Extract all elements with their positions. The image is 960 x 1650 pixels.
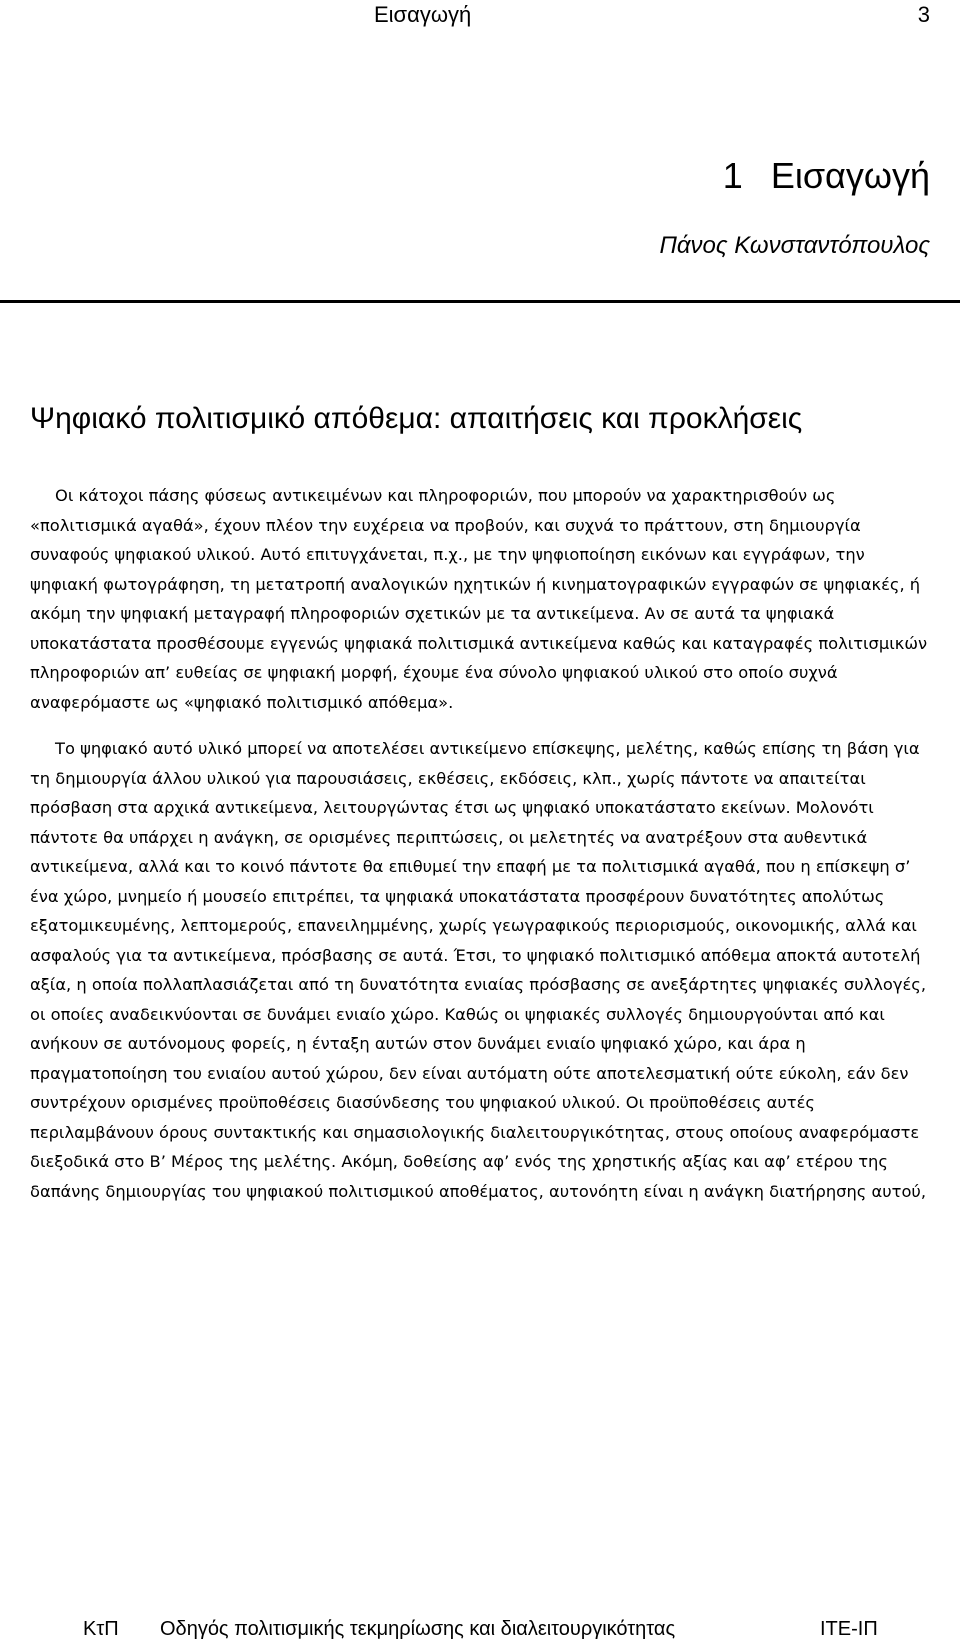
page-footer xyxy=(0,1618,960,1648)
chapter-number: 1 xyxy=(722,155,743,196)
paragraph: Το ψηφιακό αυτό υλικό μπορεί να αποτελέσει αντικείμενο επίσκεψης, μελέτης, καθώς επίσης τη βάση για τη δημιουργία άλλου υλικού για παρουσιάσεις, εκθέσεις, εκδόσεις, κλπ., χωρίς πάντοτε να απαιτείται πρόσβαση στα αρχικά αντικείμενα, λειτουργώντας έτσι ως ψηφιακό υποκατάστατο εκείνων. Μολονότι πάντοτε θα υπάρχει η ανάγκη, σε ορισμένες περιπτώσεις, οι μελετητές να ανατρέξουν στα αυθεντικά αντικείμενα, αλλά και το κοινό πάντοτε θα επιθυμεί την επαφή με τα πολιτισμικά αγαθά, που η επίσκεψη σ’ ένα χώρο, μνημείο ή μουσείο επιτρέπει, τα ψηφιακά υποκατάστατα προσφέρουν δυνατότητες απολύτως εξατομικευμένης, λεπτομερούς, επανειλημμένης, χωρίς γεωγραφικούς περιορισμούς, οικονομικής, αλλά και ασφαλούς για τα αντικείμενα, πρόσβασης σε αυτά. Έτσι, το ψηφιακό πολιτισμικό απόθεμα αποκτά αυτοτελή αξία, η οποία πολλαπλασιάζεται από τη δυνατότητα ενιαίας πρόσβασης σε ανεξάρτητες ψηφιακές συλλογές, οι οποίες αναδεικνύονται σε δυνάμει ενιαίο χώρο. Καθώς οι ψηφιακές συλλογές δημιουργούνται από και ανήκουν σε αυτόνομους φορείς, η ένταξη αυτών στον δυνάμει ενιαίο ψηφιακό χώρο, και άρα η πραγματοποίηση του ενιαίου αυτού χώρου, δεν είναι αυτόματη ούτε αποτελεσματική ούτε εύκολη, εάν δεν συντρέχουν ορισμένες προϋποθέσεις διασύνδεσης του ψηφιακού υλικού. Οι προϋποθέσεις αυτές περιλαμβάνουν όρους συντακτικής και σημασιολογικής διαλειτουργικότητας, στους οποίους αναφερόμαστε διεξοδικά στο Β’ Μέρος της μελέτης. Ακόμη, δοθείσης αφ’ ενός της χρηστικής αξίας και αφ’ ετέρου της δαπάνης δημιουργίας του ψηφιακού πολιτισμικού αποθέματος, αυτονόητη είναι η ανάγκη διατήρησης αυτού, xyxy=(30,739,927,1201)
page-header xyxy=(0,2,960,32)
horizontal-rule xyxy=(0,300,960,303)
footer-right: ΙΤΕ-ΙΠ xyxy=(820,1618,878,1640)
footer-left: ΚτΠ xyxy=(83,1618,119,1640)
footer-center: Οδηγός πολιτισμικής τεκμηρίωσης και διαλειτουργικότητας xyxy=(160,1618,676,1640)
chapter-title: Εισαγωγή xyxy=(770,155,930,196)
body-text xyxy=(30,481,930,1206)
section-title: Ψηφιακό πολιτισμικό απόθεμα: απαιτήσεις και προκλήσεις xyxy=(30,402,803,435)
page-number: 3 xyxy=(917,2,930,27)
running-title: Εισαγωγή xyxy=(374,2,472,27)
chapter-heading xyxy=(723,155,930,197)
chapter-author: Πάνος Κωνσταντόπουλος xyxy=(659,232,930,259)
paragraph: Οι κάτοχοι πάσης φύσεως αντικειμένων και πληροφοριών, που μπορούν να χαρακτηρισθούν ως «πολιτισμικά αγαθά», έχουν πλέον την ευχέρεια να προβούν, και συχνά το πράττουν, στη δημιουργία συναφούς ψηφιακού υλικού. Αυτό επιτυγχάνεται, π.χ., με την ψηφιοποίηση εικόνων και εγγράφων, την ψηφιακή φωτογράφηση, τη μετατροπή αναλογικών ηχητικών ή κινηματογραφικών εγγραφών σε ψηφιακές, ή ακόμη την ψηφιακή μεταγραφή πληροφοριών σχετικών με τα αντικείμενα. Αν σε αυτά τα ψηφιακά υποκατάστατα προσθέσουμε εγγενώς ψηφιακά πολιτισμικά αντικείμενα καθώς και καταγραφές πολιτισμικών πληροφοριών απ’ ευθείας σε ψηφιακή μορφή, έχουμε ένα σύνολο ψηφιακού υλικού στο οποίο συχνά αναφερόμαστε ως «ψηφιακό πολιτισμικό απόθεμα». xyxy=(30,486,928,712)
